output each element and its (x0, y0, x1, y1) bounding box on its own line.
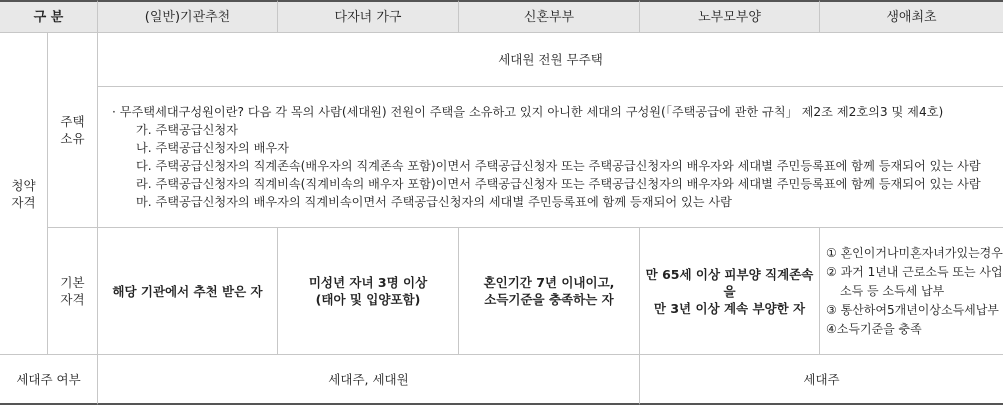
firsttime-condition: ① 혼인이거나미혼자녀가있는경우 (826, 245, 1003, 260)
housing-note-item: 가. 주택공급신청자 (136, 123, 238, 137)
housing-note-item: 다. 주택공급신청자의 직계존속(배우자의 직계존속 포함)이면서 주택공급신청자 또는 주택공급신청자의 배우자와 세대별 주민등록표에 함께 등재되어 있는 사람 (136, 159, 981, 173)
housing-notes (98, 87, 1003, 228)
header-firsttime: 생애최초 (820, 0, 1003, 33)
eligibility-label: 청약 자격 (0, 33, 48, 355)
header-general: (일반)기관추천 (98, 0, 278, 33)
housing-note-item: 나. 주택공급신청자의 배우자 (136, 141, 289, 155)
header-newlywed: 신혼부부 (459, 0, 640, 33)
housing-note-intro: · 무주택세대구성원이란? 다음 각 목의 사람(세대원) 전원이 주택을 소유하고 있지 아니한 세대의 구성원(「주택공급에 관한 규칙」 제2조 제2호의3 및 제4호) (112, 105, 944, 119)
firsttime-condition: ③ 통산하여5개년이상소득세납부 (826, 302, 999, 317)
householder-label: 세대주 여부 (0, 355, 98, 405)
basic-multichild: 미성년 자녀 3명 이상 (태아 및 입양포함) (278, 228, 459, 355)
basic-elderly: 만 65세 이상 피부양 직계존속을 만 3년 이상 계속 부양한 자 (640, 228, 820, 355)
housing-note-item: 마. 주택공급신청자의 배우자의 직계비속이면서 주택공급신청자의 세대별 주민등록표에 함께 등재되어 있는 사람 (136, 195, 732, 209)
householder-left: 세대주, 세대원 (98, 355, 640, 405)
housing-label: 주택 소유 (48, 33, 98, 228)
firsttime-condition: ② 과거 1년내 근로소득 또는 사업 (826, 264, 1003, 279)
firsttime-condition: ④소득기준을 충족 (826, 321, 922, 336)
header-category: 구 분 (0, 0, 98, 33)
housing-note-item: 라. 주택공급신청자의 직계비속(직계비속의 배우자 포함)이면서 주택공급신청자 또는 주택공급신청자의 배우자와 세대별 주민등록표에 함께 등재되어 있는 사람 (136, 177, 981, 191)
header-multichild: 다자녀 가구 (278, 0, 459, 33)
basic-general: 해당 기관에서 추천 받은 자 (98, 228, 278, 355)
basic-label: 기본 자격 (48, 228, 98, 355)
housing-summary: 세대원 전원 무주택 (98, 33, 1003, 87)
basic-newlywed: 혼인기간 7년 이내이고, 소득기준을 충족하는 자 (459, 228, 640, 355)
firsttime-condition: 소득 등 소득세 납부 (840, 283, 945, 298)
basic-firsttime (820, 228, 1003, 355)
header-elderly: 노부모부양 (640, 0, 820, 33)
householder-right: 세대주 (640, 355, 1003, 405)
